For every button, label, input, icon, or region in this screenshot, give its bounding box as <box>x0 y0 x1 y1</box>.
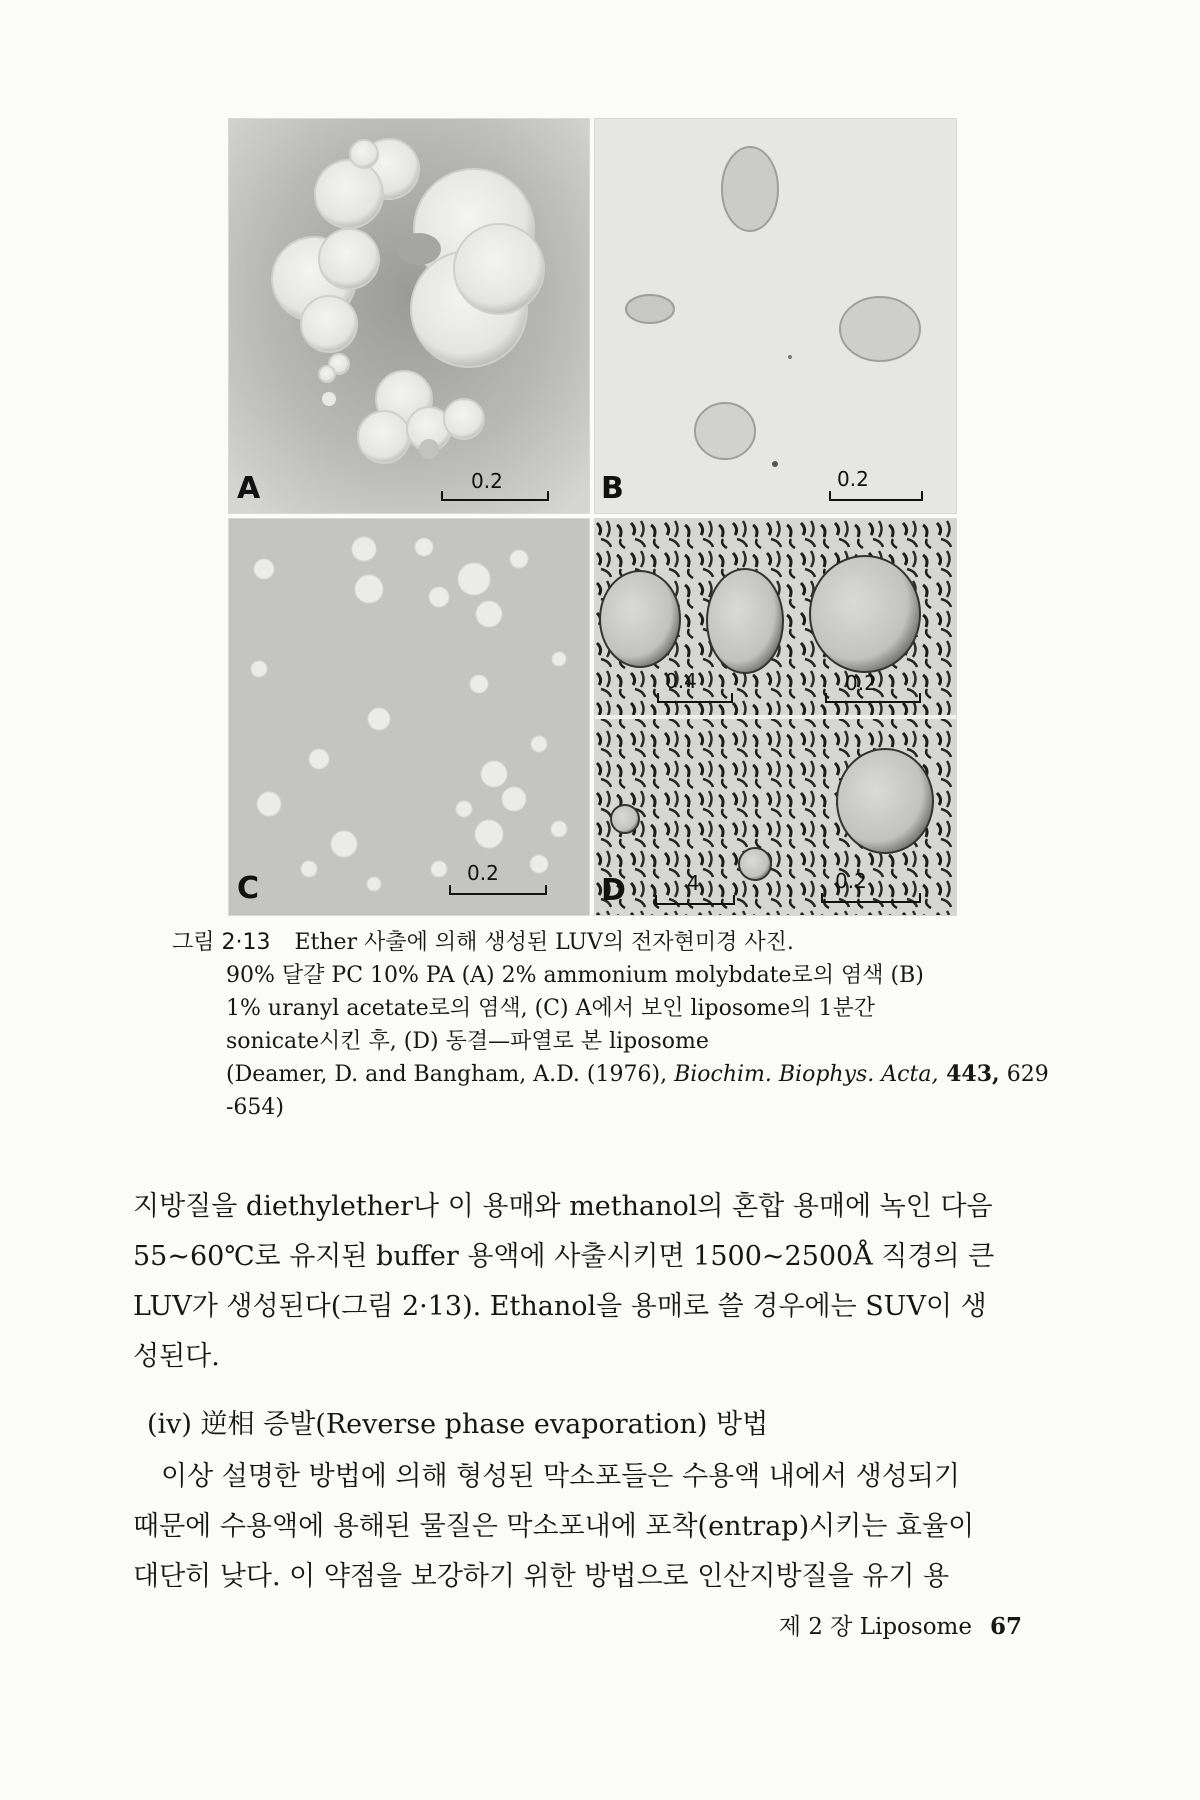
caption-title: Ether 사출에 의해 생성된 LUV의 전자현미경 사진. <box>294 930 794 955</box>
panel-a-label: A <box>237 471 261 506</box>
panel-d-scale-label-upper-right: 0.2 <box>845 671 877 695</box>
panel-c-micrograph <box>228 518 590 916</box>
reference-authors: (Deamer, D. and Bangham, A.D. (1976), <box>226 1062 675 1087</box>
panel-d-scale-bar-lower-left <box>655 895 735 905</box>
caption-line-4: sonicate시킨 후, (D) 동결—파열로 본 liposome <box>226 1029 709 1054</box>
chapter-label: 제 2 장 Liposome <box>778 1614 972 1640</box>
reference-pages: 629 <box>999 1062 1049 1087</box>
paragraph-ether-injection <box>133 1182 1053 1382</box>
panel-c-label: C <box>237 871 260 906</box>
panel-c-image <box>229 519 589 915</box>
caption-line-3: 1% uranyl acetate로의 염색, (C) A에서 보인 liposome의 1분간 <box>226 996 876 1021</box>
panel-b-scale-bar <box>829 491 923 501</box>
panel-a-scale-label: 0.2 <box>471 469 503 493</box>
panel-b-label: B <box>601 471 624 506</box>
panel-c-scale-bar <box>449 885 547 895</box>
panel-d-scale-bar-upper-left <box>657 693 733 703</box>
figure-number: 그림 2·13 <box>172 930 271 955</box>
panel-d-scale-bar-lower-right <box>821 893 921 903</box>
panel-b-micrograph <box>594 118 957 514</box>
paragraph-2-line-3: 대단히 낮다. 이 약점을 보강하기 위한 방법으로 인산지방질을 유기 용 <box>133 1561 950 1592</box>
panel-d-label: D <box>601 873 626 908</box>
caption-reference <box>172 1058 1049 1091</box>
figure-caption <box>172 926 1049 1124</box>
caption-reference-end: -654) <box>226 1095 285 1120</box>
paragraph-2-line-1: 이상 설명한 방법에 의해 형성된 막소포들은 수용액 내에서 생성되기 <box>161 1461 960 1492</box>
reference-volume: 443, <box>938 1061 1000 1087</box>
panel-d-micrograph <box>594 518 957 916</box>
caption-title-line <box>172 926 1032 959</box>
page-number: 67 <box>989 1613 1022 1640</box>
paragraph-1-line-2: 55~60℃로 유지된 buffer 용액에 사출시키면 1500~2500Å 직경의 큰 <box>133 1241 995 1272</box>
panel-d-scale-label-lower-left: 4 <box>687 871 700 895</box>
panel-a-image <box>229 119 589 513</box>
paragraph-2-line-2: 때문에 수용액에 용해된 물질은 막소포내에 포착(entrap)시키는 효율이 <box>133 1511 975 1542</box>
paragraph-1-line-4: 성된다. <box>133 1341 220 1372</box>
paragraph-1-line-3: LUV가 생성된다(그림 2·13). Ethanol을 용매로 쓸 경우에는 SUV이 생 <box>133 1291 987 1322</box>
panel-c-scale-label: 0.2 <box>467 861 499 885</box>
paragraph-reverse-phase <box>133 1452 1053 1602</box>
panel-d-scale-bar-upper-right <box>825 693 921 703</box>
paragraph-1-line-1: 지방질을 diethylether나 이 용매와 methanol의 혼합 용매에 녹인 다음 <box>133 1191 993 1222</box>
section-heading-text: (iv) 逆相 증발(Reverse phase evaporation) 방법 <box>147 1409 769 1440</box>
micrograph-figure <box>228 118 955 914</box>
panel-b-image <box>595 119 956 513</box>
panel-a-scale-bar <box>441 491 549 501</box>
page-footer <box>779 1608 1022 1641</box>
panel-d-scale-label-upper-left: 0.4 <box>665 669 697 693</box>
panel-d-image <box>595 519 956 915</box>
caption-line-2: 90% 달걀 PC 10% PA (A) 2% ammonium molybdate로의 염색 (B) <box>226 963 924 988</box>
section-heading <box>133 1400 1053 1450</box>
panel-d-scale-label-lower-right: 0.2 <box>835 869 867 893</box>
panel-b-scale-label: 0.2 <box>837 467 869 491</box>
panel-a-micrograph <box>228 118 590 514</box>
reference-journal: Biochim. Biophys. Acta, <box>674 1062 939 1087</box>
